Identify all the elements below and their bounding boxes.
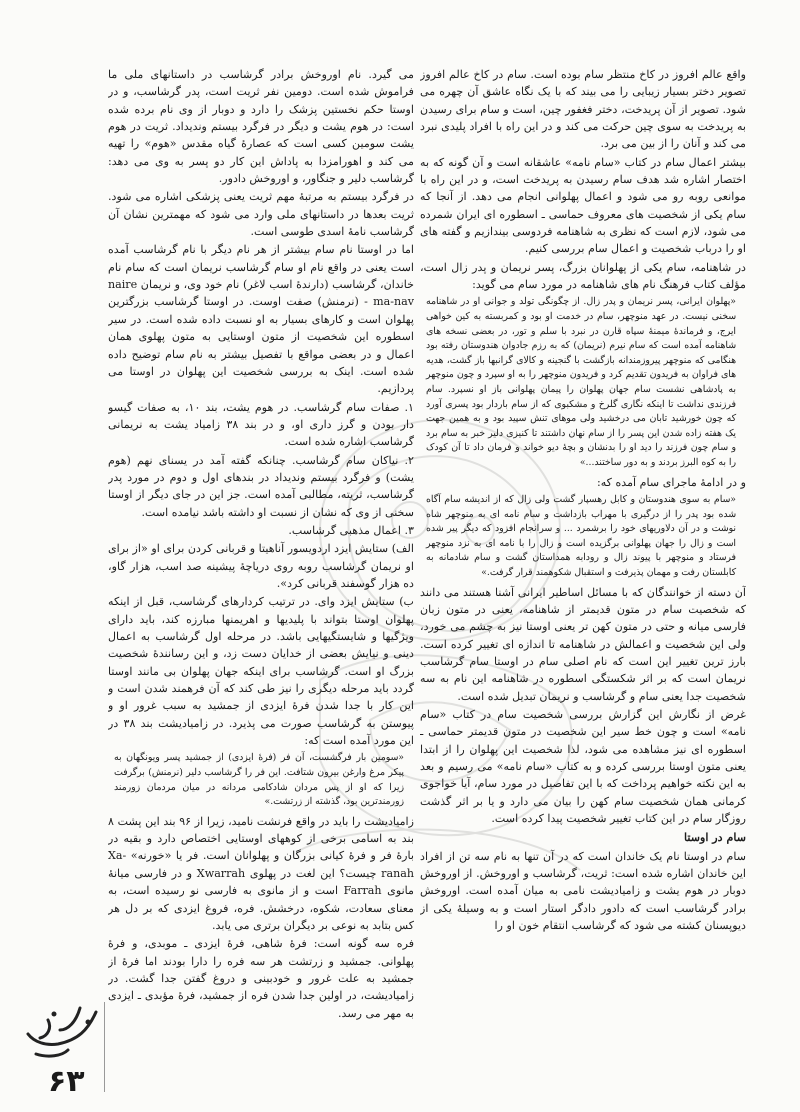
page-number: ۶۳ — [48, 1064, 85, 1099]
paragraph: اما در اوستا نام سام بیشتر از هر نام دیگر با نام گرشاسب آمده است یعنی در واقع نام او سام گرشاسب نریمان است که سام نام خاندان، گرشاسب (دارندهٔ اسب لاغر) نام خود وی، و نریمان naire - ma-nav (نرمنش) صفت اوست. در اوستا گرشاسب بزرگترین پهلوان است و کارهای بسیار به او نسبت داده شده است. در سیر اسطوره این شخصیت از متون اوستایی به متون پهلوی همان اعمال و در بعضی مواقع با تفصیل بیشتر به نام سام توضیح داده شده است. اینک به بررسی شخصیت این پهلوان در اوستا می پردازیم. — [108, 243, 414, 396]
paragraph: آن دسته از خوانندگان که با مسائل اساطیر ایرانی آشنا هستند می دانند که شخصیت سام در متون قدیمتر از شاهنامه، یعنی در متون زبان فارسی میانه و حتی در متون کهن تر یعنی اوستا نیز به چشم می خورد، ولی این شخصیت و اعمالش در شاهنامه تا اندازه ای تغییر کرده است. بارز ترین تغییر این است که نام اصلی سام در اوستا سام گرشاسب نریمان است که بر اثر شکستگی اسطوره در شاهنامه این نام به سه شخصیت جدا یعنی سام و گرشاسب و نریمان تبدیل شده است. — [420, 585, 746, 703]
kerman-calligraphy-logo — [18, 1000, 106, 1060]
paragraph: ب) ستایش ایزد وای. در ترتیب کردارهای گرشاسب، قبل از اینکه پهلوان اوستا بتواند با پلیدیها و اهریمنها مبارزه کند، باید دارای ویژگیها و شایستگیهایی باشد. در مرحله اول گرشاسب به اعمال دینی و نیایش بعضی از خدایان دست زد، و این رسانندهٔ شخصیت بزرگ او است. گرشاسب برای اینکه جهان پهلوان بی مانند اوستا گردد باید مرحله دیگری را نیز طی کند که آن فرهمند شدن است و این کار با جدا شدن فرهٔ ایزدی از جمشید به سبب غرور او و پیوستن به گرشاسب صورت می پذیرد. در زامیادیشت بند ۳۸ در این مورد آمده است که: — [108, 595, 414, 748]
paragraph: و در ادامهٔ ماجرای سام آمده که: — [596, 475, 746, 489]
block-quote: «سومین بار فرگشست، آن فر (فرهٔ ایزدی) از جمشید پسر ویونگهان به پیکر مرغ وارغن بیرون شتافت. این فر را گرشاسب دلیر (نرمنش) برگرفت زیرا که او از پس مردان شادکامی مردانه در میان مردمان زورمند زورمندترین بود، گذشته از زرتشت.» — [114, 752, 404, 808]
paragraph: در شاهنامه، سام یکی از پهلوانان بزرگ، پسر نریمان و پدر زال است، مؤلف کتاب فرهنگ نام های شاهنامه در مورد سام می گوید: — [420, 260, 746, 292]
paragraph: ۱. صفات سام گرشاسب. در هوم یشت، بند ۱۰، به صفات گیسو دار بودن و گرز داری او، و در بند ۳۸ زامیاد یشت به نریمانی گرشاسب اشاره شده است. — [108, 400, 414, 449]
section-heading: سام در اوستا — [683, 831, 746, 845]
paragraph: واقع عالم افروز در کاخ منتظر سام بوده است. سام در کاخ عالم افروز تصویر دختر بسیار زیبایی را می بیند که با یک نگاه عاشق آن چهره می شود. تصویر از آن پریدخت، دختر فغفور چین، است و سام برای رسیدن به پریدخت به سوی چین حرکت می کند و در این راه با افراد پلیدی نبرد می کند و آنان را از بین می برد. — [420, 68, 746, 151]
paragraph: زامیادیشت را باید در واقع فرنشت نامید، زیرا از ۹۶ بند این پشت ۸ بند به اسامی برخی از کوههای اوستایی اختصاص دارد و بقیه در بارهٔ فر و فرهٔ کیانی بزرگان و پهلوانان است. فر یا «خورنه» Xa-ranah چیست؟ این لغت در پهلوی Xwarrah و در فارسی میانهٔ مانوی Farrah است و از مانوی به فارسی نو رسیده است، به معنای سعادت، شکوه، درخشش. فره، فروغ ایزدی که بر دل هر کس بتابد به نوعی بر دیگران برتری می یابد. — [108, 814, 414, 932]
list-heading: ۳. اعمال مذهبی گرشاسب. — [288, 523, 414, 537]
paragraph: غرض از نگارش این گزارش بررسی شخصیت سام در کتاب «سام نامه» است و چون خط سیر این شخصیت در متون قدیمتر حماسی ـ اسطوره ای نیز مشاهده می شود، لذا شخصیت این پهلوان را از ابتدا یعنی متون اوستا بررسی کرده و به کتاب «سام نامه» می رسیم و بعد به این نکته خواهیم پرداخت که با این تفاصیل در مورد سام، آیا خواجوی کرمانی همان شخصیت سام کهن را بیان می دارد و یا بر اثر گذشت روزگار سام در این کتاب تغییر شخصیت پیدا کرده است. — [420, 707, 746, 825]
paragraph: ۲. نیاکان سام گرشاسب. چنانکه گفته آمد در یسنای نهم (هوم یشت) و فرگرد بیستم وندیداد در بندهای اول و دوم در مورد پدر گرشاسب، ثریته، مطالبی آمده است. جز این در جای دیگر از اوستا سخنی از وی که نشان از نسبت او داشته باشد نیامده است. — [108, 453, 414, 519]
paragraph: در فرگرد بیستم به مرتبهٔ مهم ثریت یعنی پزشکی اشاره می شود. ثریت بعدها در داستانهای ملی وارد می شود که مهمترین نشان آن گرشاسب نامهٔ اسدی طوسی است. — [108, 190, 414, 239]
paragraph: الف) ستایش ایزد اردویسور آناهیتا و قربانی کردن برای او «از برای او نریمان گرشاسب روبه روی دریاچهٔ پیشینه صد اسب، هزار گاو، ده هزار گوسفند قربانی کرد». — [108, 542, 414, 590]
paragraph: سام در اوستا نام یک خاندان است که در آن تنها به نام سه تن از افراد این خاندان اشاره شده است: ثریت، گرشاسب و اوروخش. از اوروخش دوبار در هوم یشت و زامیادیشت نامی به میان آمده است. اوروخش برادر گرشاسب است که دادور دادگر استار است و به وسیلهٔ یکی از دیوپسنان کشته می شود که گرشاسب انتقام خون او را — [420, 849, 746, 933]
paragraph: بیشتر اعمال سام در کتاب «سام نامه» عاشقانه است و آن گونه که به اختصار اشاره شد هدف سام رسیدن به پریدخت است، و در این راه با موانعی روبه رو می شود و اعمال پهلوانی انجام می دهد. از آنجا که سام یکی از شخصیت های معروف حماسی ـ اسطوره ای ایران شمرده می شود، لازم است که نظری به شاهنامه فردوسی بیندازیم و گفته های او را درباب شخصیت و اعمال سام بررسی کنیم. — [420, 155, 746, 256]
left-text-column — [108, 66, 414, 1096]
block-quote: «سام به سوی هندوستان و کابل رهسپار گشت ولی زال که از اندیشه سام آگاه شده بود پدر را از درگیری با مهراب بازداشت و سام نامه ای به منوچهر شاه نوشت و در آن دلاوریهای خود را برشمرد ... و سرانجام افزود که دیگر پیر شده است و زال را جهان پهلوانی برگزیده است و زال را با نامه ای به نزد منوچهر فرستاد و منوچهر با پیوند زال و رودابه همداستان گشت و سام شادمانه به کابلستان رفت و مهمان پذیرفت و استقبال شکوهمند قرار گرفت.» — [426, 493, 736, 578]
paragraph: می گیرد. نام اوروخش برادر گرشاسب در داستانهای ملی ما فراموش شده است. دومین نفر ثریت است، پدر گرشاسب، و در اوستا حکم نخستین پزشک را دارد و دوبار از وی نام برده شده است: در هوم یشت و دیگر در فرگرد بیستم وندیداد. ثریت در هوم یشت سومین کسی است که عصارهٔ گیاه مقدس «هوم» را تهیه می کند و اهورامزدا به پاداش این کار دو پسر به وی می دهد: گرشاسب دلیر و جنگاور، و اوروخش دادور. — [108, 68, 414, 186]
right-text-column — [420, 66, 746, 1086]
paragraph: فره سه گونه است: فرهٔ شاهی، فرهٔ ایزدی ـ موبدی، و فرهٔ پهلوانی. جمشید و زرتشت هر سه فره را دارا بودند اما فرهٔ از جمشید به علت غرور و خودبینی و دروغ گفتن جدا گشت. در زامیادیشت، در اولین جدا شدن فره از جمشید، فرهٔ مؤبدی ـ ایزدی به مهر می رسد. — [108, 937, 414, 1020]
block-quote: «پهلوان ایرانی، پسر نریمان و پدر زال. از چگونگی تولد و جوانی او در شاهنامه سخنی نیست. در عهد منوچهر، سام در خدمت او بود و کمربسته به کین خواهی ایرج، و فرماندهٔ میمنهٔ سپاه قارن در نبرد با سلم و تور، در بعضی نسخه های شاهنامه آمده است که سام نیرم (نریمان) که به رزم جادوان هندوستان رفته بود هنگامی که منوچهر پیروزمندانه بازگشت با گنجینه و کالای گرانبها باز گشت، هدیه های فراوان به فریدون تقدیم کرد و فریدون منوچهر را به او سپرد و چون منوچهر به پادشاهی نشست سام جهان پهلوان را پیمان پهلوانی باز او نسپرد. سام فرزندی نداشت تا اینکه نگاری گلرخ و مشکبوی که از سام باردار بود پسری آورد که چون خورشید تابان می درخشید ولی موهای تنش سپید بود و به همین جهت یک هفته زاده شدن این پسر را از سام نهان داشتند تا کنیزی دلیر خبر به سام برد و سام چون فرزند را دید او را بدنشان و بچهٔ دیو خواند و فرمان داد تا آن کودک را به کوه البرز بردند و به دور ساختند...» — [426, 296, 736, 468]
